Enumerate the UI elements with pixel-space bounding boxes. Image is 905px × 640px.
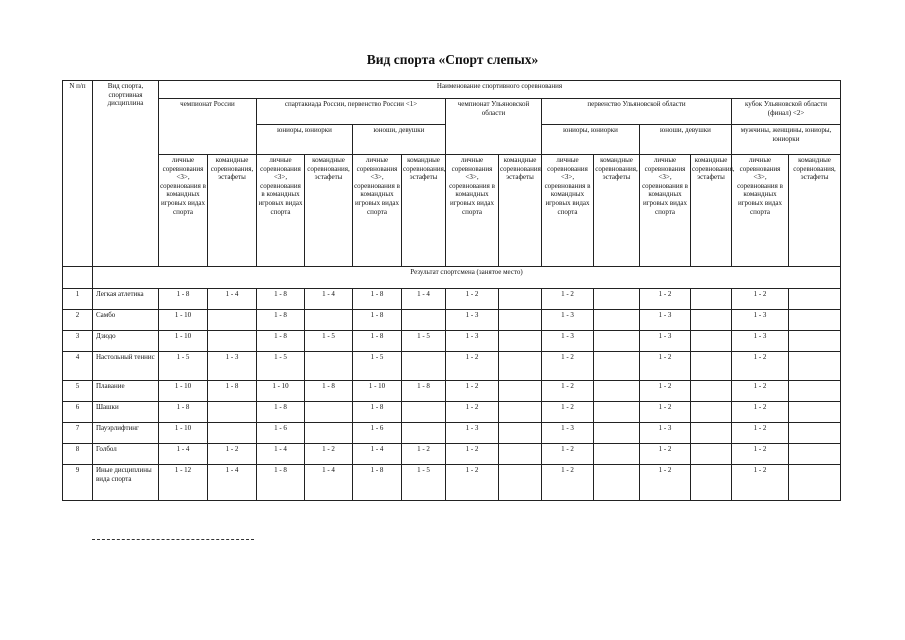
result-cell: 1 - 3 — [640, 331, 691, 352]
result-cell: 1 - 8 — [257, 402, 305, 423]
result-cell — [789, 423, 841, 444]
header-group-spartakiad: спартакиада России, первенство России <1> — [257, 99, 446, 125]
table-row — [63, 310, 841, 331]
result-cell — [691, 289, 732, 310]
result-cell: 1 - 12 — [159, 465, 208, 501]
result-cell — [208, 423, 257, 444]
row-number: 5 — [63, 381, 93, 402]
header-sub-6: командные соревнования, эстафеты — [402, 155, 446, 267]
result-cell: 1 - 3 — [446, 423, 499, 444]
result-caption: Результат спортсмена (занятое место) — [93, 267, 841, 289]
row-number: 7 — [63, 423, 93, 444]
header-sub-5: личные соревнования <3>, соревнования в командных игровых видах спорта — [353, 155, 402, 267]
result-cell — [594, 352, 640, 381]
result-cell — [789, 352, 841, 381]
result-cell — [594, 381, 640, 402]
result-cell — [499, 465, 542, 501]
sport-discipline-name: Самбо — [93, 310, 159, 331]
result-cell: 1 - 4 — [159, 444, 208, 465]
result-cell — [594, 402, 640, 423]
result-cell — [789, 331, 841, 352]
result-cell — [789, 381, 841, 402]
result-cell — [691, 465, 732, 501]
header-sport: Вид спорта, спортивная дисциплина — [93, 81, 159, 267]
header-num: N п/п — [63, 81, 93, 267]
result-cell — [208, 310, 257, 331]
result-cell: 1 - 8 — [257, 289, 305, 310]
table-row — [63, 289, 841, 310]
row-number: 9 — [63, 465, 93, 501]
result-cell: 1 - 3 — [446, 331, 499, 352]
result-cell: 1 - 4 — [208, 289, 257, 310]
result-cell — [691, 381, 732, 402]
result-cell: 1 - 10 — [159, 423, 208, 444]
result-cell — [691, 402, 732, 423]
result-cell: 1 - 8 — [257, 465, 305, 501]
header-sub-10: командные соревнования, эстафеты — [594, 155, 640, 267]
sport-discipline-name: Плавание — [93, 381, 159, 402]
result-cell: 1 - 2 — [732, 423, 789, 444]
result-cell: 1 - 3 — [640, 310, 691, 331]
row-number: 6 — [63, 402, 93, 423]
result-cell: 1 - 2 — [640, 444, 691, 465]
header-sub-8: командные соревнования, эстафеты — [499, 155, 542, 267]
result-cell: 1 - 2 — [640, 402, 691, 423]
result-cell — [499, 444, 542, 465]
header-age-cup-all: мужчины, женщины, юниоры, юниорки — [732, 125, 841, 155]
header-sub-14: командные соревнования, эстафеты — [789, 155, 841, 267]
header-group-russia-championship: чемпионат России — [159, 99, 257, 155]
result-cell: 1 - 4 — [402, 289, 446, 310]
result-cell: 1 - 2 — [732, 465, 789, 501]
row-number: 2 — [63, 310, 93, 331]
result-cell — [789, 402, 841, 423]
table-row — [63, 444, 841, 465]
header-sub-7: личные соревнования <3>, соревнования в командных игровых видах спорта — [446, 155, 499, 267]
result-cell: 1 - 5 — [353, 352, 402, 381]
result-cell — [208, 402, 257, 423]
result-cell — [691, 423, 732, 444]
header-age-youth: юноши, девушки — [353, 125, 446, 155]
sport-discipline-name: Голбол — [93, 444, 159, 465]
result-cell: 1 - 2 — [640, 381, 691, 402]
result-cell: 1 - 3 — [640, 423, 691, 444]
header-sub-11: личные соревнования <3>, соревнования в командных игровых видах спорта — [640, 155, 691, 267]
row-number: 8 — [63, 444, 93, 465]
result-cell: 1 - 3 — [542, 331, 594, 352]
result-cell — [789, 289, 841, 310]
result-cell: 1 - 3 — [732, 310, 789, 331]
sport-discipline-name: Настольный теннис — [93, 352, 159, 381]
result-cell: 1 - 2 — [732, 352, 789, 381]
result-cell — [305, 402, 353, 423]
result-cell: 1 - 10 — [257, 381, 305, 402]
result-cell: 1 - 2 — [542, 352, 594, 381]
result-cell: 1 - 2 — [732, 289, 789, 310]
result-cell: 1 - 2 — [446, 289, 499, 310]
row-number: 3 — [63, 331, 93, 352]
result-cell — [691, 331, 732, 352]
result-cell: 1 - 2 — [542, 289, 594, 310]
header-sub-13: личные соревнования <3>, соревнования в командных игровых видах спорта — [732, 155, 789, 267]
result-cell — [691, 310, 732, 331]
result-cell — [499, 310, 542, 331]
header-competition-name: Наименование спортивного соревнования — [159, 81, 841, 99]
result-cell: 1 - 8 — [257, 331, 305, 352]
result-spacer — [63, 267, 93, 289]
result-cell — [208, 331, 257, 352]
result-cell — [594, 444, 640, 465]
table-row — [63, 465, 841, 501]
sport-discipline-name: Дзюдо — [93, 331, 159, 352]
result-cell: 1 - 2 — [732, 381, 789, 402]
result-cell: 1 - 5 — [402, 465, 446, 501]
sport-discipline-name: Иные дисциплины вида спорта — [93, 465, 159, 501]
header-sub-4: командные соревнования, эстафеты — [305, 155, 353, 267]
result-cell — [305, 310, 353, 331]
result-cell — [499, 289, 542, 310]
header-sub-12: командные соревнования, эстафеты — [691, 155, 732, 267]
document-title: Вид спорта «Спорт слепых» — [366, 52, 539, 67]
result-cell: 1 - 2 — [446, 402, 499, 423]
result-cell — [305, 423, 353, 444]
result-cell: 1 - 2 — [640, 352, 691, 381]
result-cell: 1 - 10 — [353, 381, 402, 402]
header-sub-2: командные соревнования, эстафеты — [208, 155, 257, 267]
table-row — [63, 331, 841, 352]
result-cell: 1 - 5 — [402, 331, 446, 352]
footnote-separator — [92, 539, 254, 540]
result-cell: 1 - 2 — [542, 402, 594, 423]
result-cell — [594, 289, 640, 310]
row-number: 1 — [63, 289, 93, 310]
result-cell — [594, 465, 640, 501]
result-cell: 1 - 5 — [257, 352, 305, 381]
result-cell — [594, 331, 640, 352]
result-cell: 1 - 2 — [208, 444, 257, 465]
header-sub-1: личные соревнования <3>, соревнования в командных игровых видах спорта — [159, 155, 208, 267]
result-cell: 1 - 3 — [208, 352, 257, 381]
result-cell: 1 - 3 — [446, 310, 499, 331]
result-cell — [691, 352, 732, 381]
result-cell: 1 - 8 — [159, 402, 208, 423]
header-age-ul-youth: юноши, девушки — [640, 125, 732, 155]
result-cell: 1 - 10 — [159, 381, 208, 402]
result-cell — [305, 352, 353, 381]
result-cell: 1 - 8 — [402, 381, 446, 402]
header-age-ul-juniors: юниоры, юниорки — [542, 125, 640, 155]
result-cell — [499, 402, 542, 423]
result-cell: 1 - 3 — [732, 331, 789, 352]
result-cell: 1 - 8 — [305, 381, 353, 402]
result-cell — [594, 423, 640, 444]
result-cell: 1 - 2 — [402, 444, 446, 465]
result-cell: 1 - 4 — [257, 444, 305, 465]
result-cell: 1 - 2 — [732, 402, 789, 423]
result-cell: 1 - 2 — [640, 465, 691, 501]
result-cell: 1 - 3 — [542, 423, 594, 444]
row-number: 4 — [63, 352, 93, 381]
result-cell — [789, 465, 841, 501]
header-group-ul-cup: кубок Ульяновской области (финал) <2> — [732, 99, 841, 125]
result-cell: 1 - 8 — [208, 381, 257, 402]
result-cell: 1 - 8 — [353, 310, 402, 331]
result-cell: 1 - 4 — [208, 465, 257, 501]
result-cell — [402, 423, 446, 444]
result-cell — [789, 310, 841, 331]
result-cell — [499, 352, 542, 381]
result-cell: 1 - 4 — [353, 444, 402, 465]
result-cell: 1 - 8 — [353, 289, 402, 310]
header-sub-9: личные соревнования <3>, соревнования в командных игровых видах спорта — [542, 155, 594, 267]
result-cell: 1 - 2 — [305, 444, 353, 465]
result-cell: 1 - 2 — [542, 444, 594, 465]
result-cell: 1 - 2 — [446, 381, 499, 402]
result-cell — [402, 310, 446, 331]
result-cell: 1 - 2 — [446, 465, 499, 501]
result-cell: 1 - 8 — [257, 310, 305, 331]
result-cell — [691, 444, 732, 465]
table-row — [63, 402, 841, 423]
result-cell: 1 - 2 — [446, 352, 499, 381]
header-age-juniors: юниоры, юниорки — [257, 125, 353, 155]
result-cell: 1 - 4 — [305, 465, 353, 501]
sport-discipline-name: Шашки — [93, 402, 159, 423]
result-cell: 1 - 6 — [353, 423, 402, 444]
result-cell — [499, 331, 542, 352]
result-cell — [594, 310, 640, 331]
result-cell: 1 - 2 — [542, 381, 594, 402]
sport-results-table — [62, 80, 841, 501]
result-cell: 1 - 2 — [446, 444, 499, 465]
result-cell: 1 - 8 — [353, 402, 402, 423]
sport-discipline-name: Пауэрлифтинг — [93, 423, 159, 444]
result-cell: 1 - 8 — [353, 331, 402, 352]
table-row — [63, 423, 841, 444]
result-cell: 1 - 8 — [353, 465, 402, 501]
result-cell: 1 - 3 — [542, 310, 594, 331]
result-cell — [402, 402, 446, 423]
result-cell: 1 - 10 — [159, 310, 208, 331]
result-cell: 1 - 10 — [159, 331, 208, 352]
table-row — [63, 352, 841, 381]
result-cell: 1 - 6 — [257, 423, 305, 444]
sport-discipline-name: Легкая атлетика — [93, 289, 159, 310]
result-cell: 1 - 5 — [159, 352, 208, 381]
result-cell: 1 - 4 — [305, 289, 353, 310]
table-row — [63, 381, 841, 402]
result-cell — [499, 423, 542, 444]
result-cell — [789, 444, 841, 465]
result-cell: 1 - 2 — [640, 289, 691, 310]
result-cell — [499, 381, 542, 402]
result-cell: 1 - 5 — [305, 331, 353, 352]
header-group-ul-championship: чемпионат Ульяновской области — [446, 99, 542, 155]
result-cell: 1 - 2 — [732, 444, 789, 465]
header-sub-3: личные соревнования <3>, соревнования в командных игровых видах спорта — [257, 155, 305, 267]
result-cell: 1 - 8 — [159, 289, 208, 310]
result-cell: 1 - 2 — [542, 465, 594, 501]
header-group-ul-pervenstvo: первенство Ульяновской области — [542, 99, 732, 125]
result-cell — [402, 352, 446, 381]
